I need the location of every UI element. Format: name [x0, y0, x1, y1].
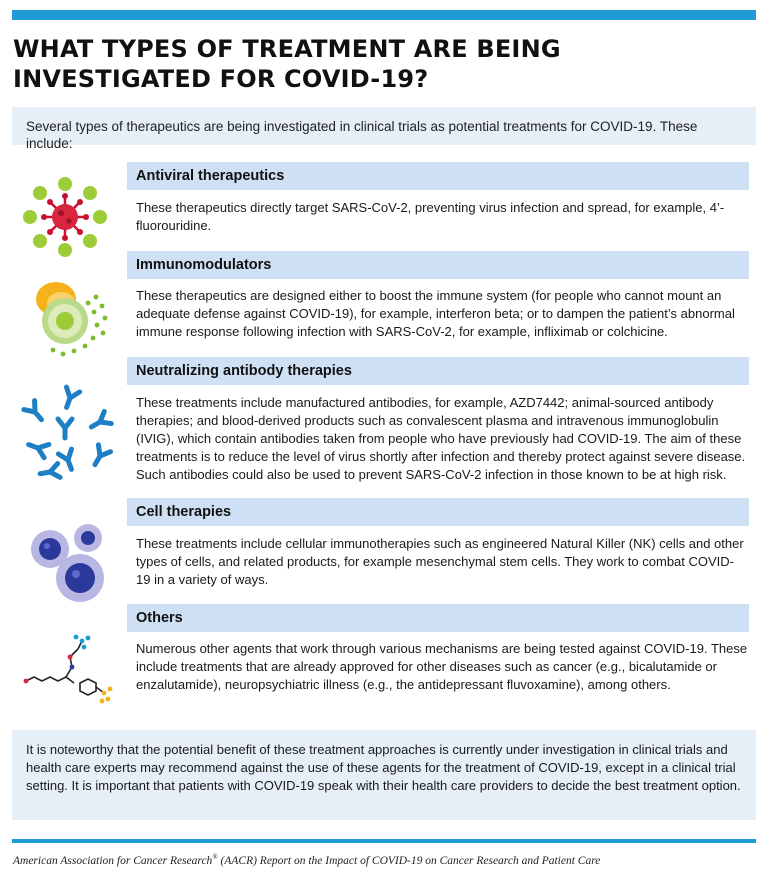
section-heading-immunomodulators: Immunomodulators — [127, 251, 749, 279]
outro-box — [12, 730, 756, 820]
footer-citation — [13, 853, 757, 867]
section-heading-antibodies: Neutralizing antibody therapies — [127, 357, 749, 385]
footer-registered-mark: ® — [212, 853, 218, 861]
section-body-antiviral: These therapeutics directly target SARS-CoV-2, preventing virus infection and spread, for example, 4’-fluorouridine. — [136, 200, 725, 233]
footer-org: American Association for Cancer Research — [13, 854, 213, 867]
section-heading-cell-therapies: Cell therapies — [127, 498, 749, 526]
molecule-icon — [22, 633, 117, 713]
bottom-accent-bar — [12, 839, 756, 843]
section-body-others: Numerous other agents that work through various mechanisms are being tested against COVID-19. These include treatments that are already approved for other diseases such as cancer (e.g., bicalutamide or enzalutamide), neuropsychiatric illness (e.g., the antidepressant fluvoxamine), among others. — [136, 641, 748, 692]
immune-cell-icon — [30, 275, 115, 360]
section-heading-others: Others — [127, 604, 749, 632]
antibody-icon — [20, 382, 120, 480]
intro-box — [12, 107, 756, 151]
section-body-antibodies: These treatments include manufactured antibodies, for example, AZD7442; animal-sourced antibody therapies; and blood-derived products such as convalescent plasma and intravenous immunoglobulin (IVIG), which contain antibodies taken from people who have previously had COVID-19. The aim of these treatments is to reduce the level of virus shortly after infection and thereby protect against severe disease. Such antibodies could also be used to prevent SARS-CoV-2 infection in those known to be at high risk. — [136, 395, 746, 482]
cells-icon — [30, 522, 115, 604]
top-accent-bar — [12, 10, 756, 20]
section-body-cell-therapies: These treatments include cellular immunotherapies such as engineered Natural Killer (NK) cells and other types of cells, and related products, for example mesenchymal stem cells. They work to combat COVID-19 in a variety of ways. — [136, 536, 744, 587]
virus-icon — [22, 177, 108, 257]
intro-text: Several types of therapeutics are being investigated in clinical trials as potential treatments for COVID-19. These include: — [26, 119, 698, 151]
section-body-immunomodulators: These therapeutics are designed either to boost the immune system (for people who cannot mount an adequate defense against COVID-19), for example, interferon beta; or to dampen the patient’s abnormal immune response following infection with SARS-CoV-2, for example, infliximab or colchicine. — [136, 288, 735, 339]
section-heading-antiviral: Antiviral therapeutics — [127, 162, 749, 190]
page-title: WHAT TYPES OF TREATMENT ARE BEING INVESTIGATED FOR COVID-19? — [13, 35, 561, 93]
footer-report: (AACR) Report on the Impact of COVID-19 on Cancer Research and Patient Care — [220, 854, 601, 867]
outro-text: It is noteworthy that the potential benefit of these treatment approaches is currently under investigation in clinical trials and health care experts may recommend against the use of these agents for the treatment of COVID-19, except in a clinical trial setting. It is important that patients with COVID-19 speak with their health care providers to decide the best treatment option. — [26, 742, 741, 793]
